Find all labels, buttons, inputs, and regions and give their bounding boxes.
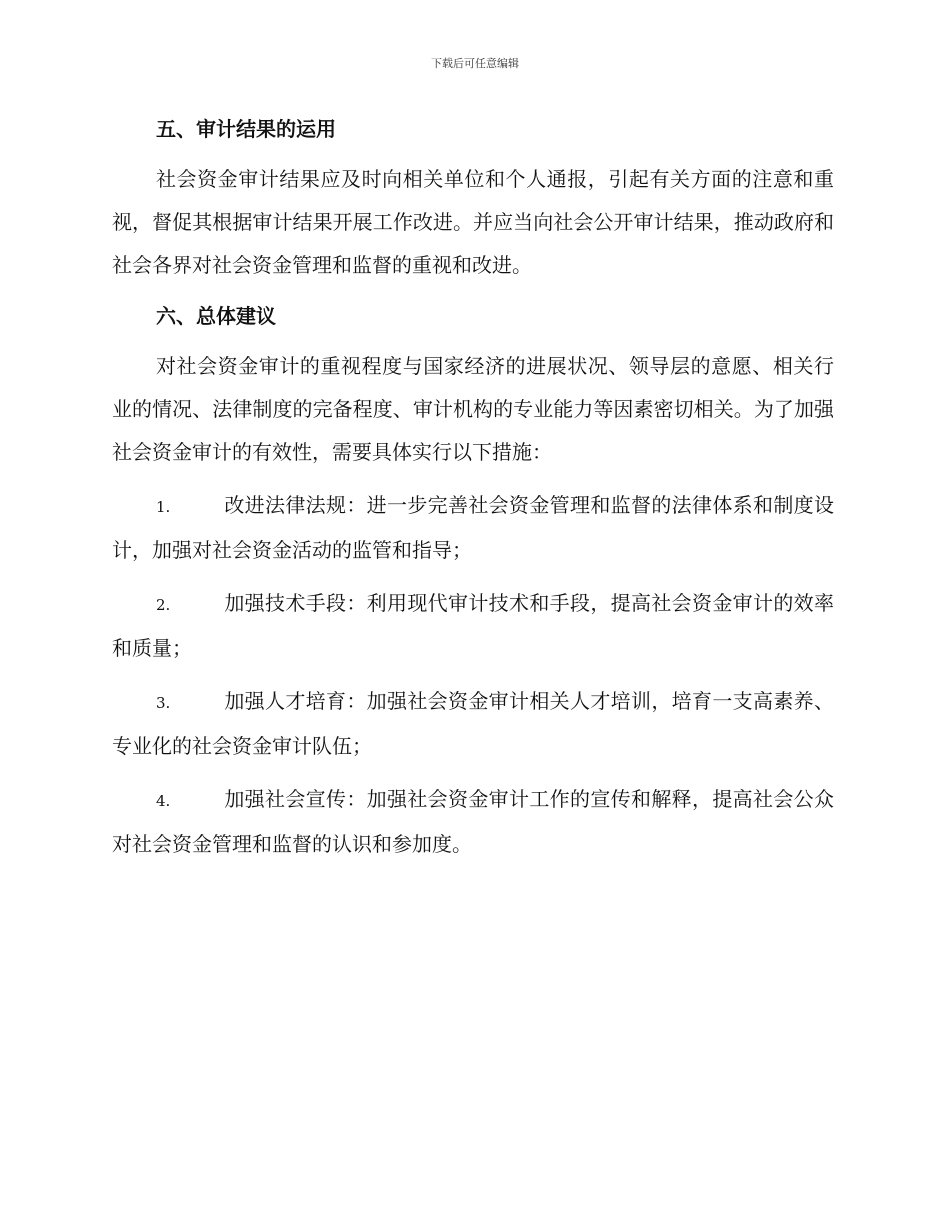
list-text: 加强技术手段：利用现代审计技术和手段，提高社会资金审计的效率和质量； <box>112 591 834 660</box>
document-body <box>112 108 834 876</box>
list-number: 4. <box>156 792 171 810</box>
list-item <box>112 680 834 768</box>
header-note: 下载后可任意编辑 <box>431 57 519 70</box>
list-text: 加强社会宣传：加强社会资金审计工作的宣传和解释，提高社会公众对社会资金管理和监督的认识和参加度。 <box>112 787 834 856</box>
section-heading: 五、审计结果的运用 <box>156 117 336 141</box>
list-item <box>112 484 834 572</box>
list-number: 2. <box>156 596 171 614</box>
list-text: 加强人才培育：加强社会资金审计相关人才培训，培育一支高素养、专业化的社会资金审计队伍； <box>112 689 834 758</box>
list-item <box>112 778 834 866</box>
body-paragraph: 对社会资金审计的重视程度与国家经济的进展状况、领导层的意愿、相关行业的情况、法律制度的完备程度、审计机构的专业能力等因素密切相关。为了加强社会资金审计的有效性，需要具体实行以下措施： <box>112 354 834 464</box>
section-heading: 六、总体建议 <box>156 304 276 328</box>
list-text: 改进法律法规：进一步完善社会资金管理和监督的法律体系和制度设计，加强对社会资金活动的监管和指导； <box>112 493 834 562</box>
list-number: 3. <box>156 694 171 712</box>
section-overall-suggestions <box>112 295 834 866</box>
body-paragraph: 社会资金审计结果应及时向相关单位和个人通报，引起有关方面的注意和重视，督促其根据审计结果开展工作改进。并应当向社会公开审计结果，推动政府和社会各界对社会资金管理和监督的重视和改进。 <box>112 167 834 277</box>
list-number: 1. <box>156 498 171 516</box>
section-results-usage <box>112 108 834 287</box>
list-item <box>112 582 834 670</box>
